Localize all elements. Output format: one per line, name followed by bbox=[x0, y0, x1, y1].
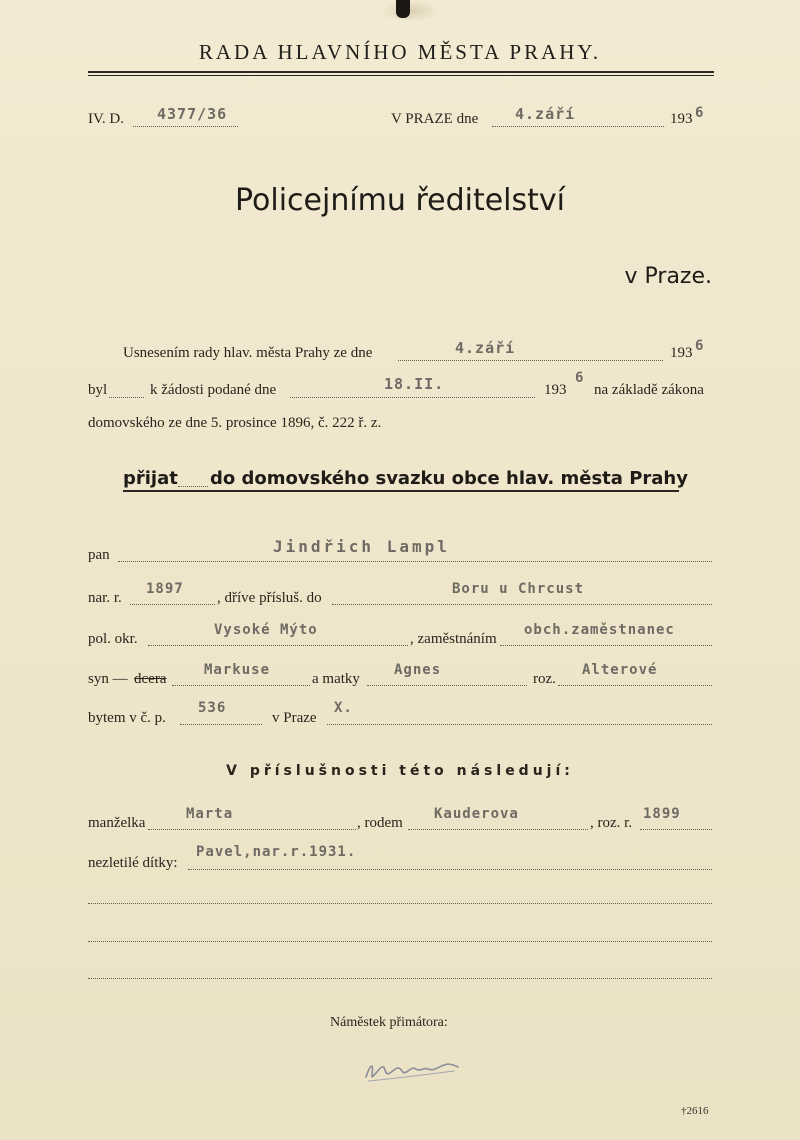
wife-name: Marta bbox=[186, 806, 234, 822]
district-number-line bbox=[327, 724, 712, 725]
request-year-suffix: 6 bbox=[575, 370, 585, 386]
resolution-year-prefix: 193 bbox=[670, 345, 693, 361]
punch-hole-mark bbox=[396, 0, 410, 18]
in-prague-label: v Praze bbox=[272, 710, 317, 726]
occupation-label: , zaměstnáním bbox=[410, 631, 497, 647]
district-label: pol. okr. bbox=[88, 631, 138, 647]
name-line bbox=[118, 561, 712, 562]
blank-line-1 bbox=[88, 903, 712, 904]
wife-line bbox=[148, 829, 356, 830]
byl-line bbox=[109, 397, 144, 398]
wife-birthplace-line bbox=[408, 829, 588, 830]
resolution-label: Usnesením rady hlav. města Prahy ze dne bbox=[123, 345, 373, 361]
maiden-label: roz. bbox=[533, 671, 556, 687]
addressee-title: Policejnímu ředitelství bbox=[235, 183, 565, 218]
dept-number-line bbox=[133, 126, 238, 127]
mother-label: a matky bbox=[312, 671, 360, 687]
dept-label: IV. D. bbox=[88, 111, 124, 127]
signature-image bbox=[362, 1055, 462, 1085]
residence-label: bytem v č. p. bbox=[88, 710, 166, 726]
daughter-label: dcera bbox=[134, 671, 167, 687]
accepted-dots bbox=[178, 486, 208, 487]
district-line bbox=[148, 645, 408, 646]
request-year-prefix: 193 bbox=[544, 382, 567, 398]
previously-line bbox=[332, 604, 712, 605]
son-label: syn — bbox=[88, 671, 128, 687]
district-number: X. bbox=[334, 700, 353, 716]
previously-place: Boru u Chrcust bbox=[452, 581, 585, 597]
children-line bbox=[188, 869, 712, 870]
request-date: 18.II. bbox=[384, 375, 445, 393]
maiden-name: Alterové bbox=[582, 662, 658, 678]
mother-line bbox=[367, 685, 527, 686]
law-label: na základě zákona bbox=[594, 382, 704, 398]
house-number: 536 bbox=[198, 700, 227, 716]
deputy-label: Náměstek přimátora: bbox=[330, 1015, 448, 1030]
tear-shadow bbox=[380, 0, 440, 22]
ref-date: 4.září bbox=[515, 105, 576, 123]
accepted-underline bbox=[123, 490, 679, 492]
addressee-location: v Praze. bbox=[624, 264, 712, 289]
office-header: RADA HLAVNÍHO MĚSTA PRAHY. bbox=[198, 40, 602, 64]
father-line bbox=[172, 685, 310, 686]
date-line bbox=[492, 126, 664, 127]
mother-name: Agnes bbox=[394, 662, 442, 678]
maiden-line bbox=[558, 685, 712, 686]
occupation-line bbox=[500, 645, 712, 646]
wife-label: manželka bbox=[88, 815, 146, 831]
father-name: Markuse bbox=[204, 662, 271, 678]
header-rule-thick bbox=[88, 71, 714, 73]
born-year: 1897 bbox=[146, 581, 184, 597]
born-year-line bbox=[130, 604, 215, 605]
pan-label: pan bbox=[88, 547, 110, 563]
place-label: V PRAZE dne bbox=[391, 111, 479, 127]
children: Pavel,nar.r.1931. bbox=[196, 844, 357, 860]
header-rule-thin bbox=[88, 75, 714, 76]
wife-born-label: , rodem bbox=[357, 815, 403, 831]
request-date-line bbox=[290, 397, 535, 398]
resolution-year-suffix: 6 bbox=[695, 338, 705, 354]
wife-year-line bbox=[640, 829, 712, 830]
blank-line-2 bbox=[88, 941, 712, 942]
accepted-text: do domovského svazku obce hlav. města Prahy bbox=[210, 468, 688, 489]
accepted-word: přijat bbox=[123, 468, 178, 489]
occupation: obch.zaměstnanec bbox=[524, 622, 675, 638]
followers-heading: V příslušnosti této následují: bbox=[226, 763, 574, 779]
request-label: k žádosti podané dne bbox=[150, 382, 277, 398]
byl-label: byl bbox=[88, 382, 108, 398]
district: Vysoké Mýto bbox=[214, 622, 318, 638]
ref-year-prefix: 193 bbox=[670, 111, 693, 127]
dept-number: 4377/36 bbox=[157, 105, 228, 123]
wife-year-label: , roz. r. bbox=[590, 815, 633, 831]
wife-birthplace: Kauderova bbox=[434, 806, 519, 822]
born-label: nar. r. bbox=[88, 590, 122, 606]
person-name: Jindřich Lampl bbox=[273, 537, 450, 556]
resolution-date-line bbox=[398, 360, 663, 361]
blank-line-3 bbox=[88, 978, 712, 979]
ref-year-suffix: 6 bbox=[695, 105, 705, 121]
house-number-line bbox=[180, 724, 262, 725]
children-label: nezletilé dítky: bbox=[88, 855, 178, 871]
previously-label: , dříve přísluš. do bbox=[217, 590, 322, 606]
wife-year: 1899 bbox=[643, 806, 681, 822]
law-reference: domovského ze dne 5. prosince 1896, č. 222 ř. z. bbox=[88, 415, 382, 431]
resolution-date: 4.září bbox=[455, 339, 516, 357]
document-number: †2616 bbox=[681, 1105, 709, 1117]
